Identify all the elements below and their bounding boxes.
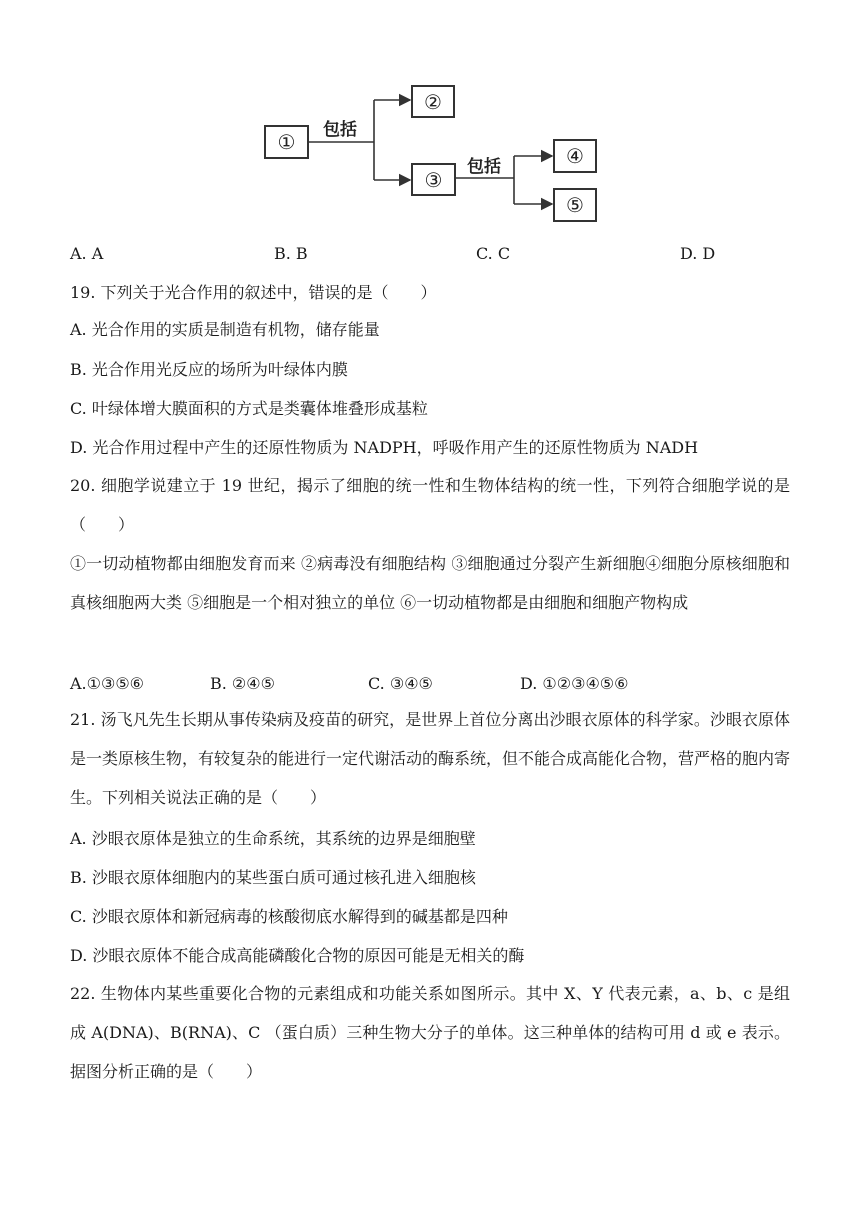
edge-label: 包括: [323, 120, 357, 140]
q21-stem: 21. 汤飞凡先生长期从事传染病及疫苗的研究，是世界上首位分离出沙眼衣原体的科学家。沙眼衣原体是一类原核生物，有较复杂的能进行一定代谢活动的酶系统，但不能合成高能化合物，营严格的胞内寄生。下列相关说法正确的是（ ）: [70, 710, 791, 807]
option-c: C. ③④⑤: [368, 674, 433, 693]
option-d: D. D: [680, 244, 716, 263]
q19-stem: 19. 下列关于光合作用的叙述中，错误的是（ ）: [70, 283, 437, 302]
option-a: A. A: [70, 244, 104, 263]
q22-stem: 22. 生物体内某些重要化合物的元素组成和功能关系如图所示。其中 X、Y 代表元素，a、b、c 是组成 A(DNA)、B(RNA)、C （蛋白质）三种生物大分子的单体。这三种单体的结构可用 d 或 e 表示。据图分析正确的是（ ）: [70, 984, 790, 1081]
node-label-1: ①: [277, 130, 296, 154]
q21-option-d: D. 沙眼衣原体不能合成高能磷酸化合物的原因可能是无相关的酶: [70, 946, 525, 965]
option-d: D. ①②③④⑤⑥: [520, 674, 629, 693]
q19-option-d: D. 光合作用过程中产生的还原性物质为 NADPH，呼吸作用产生的还原性物质为 NADH: [70, 438, 699, 457]
q20-stem: 20. 细胞学说建立于 19 世纪，揭示了细胞的统一性和生物体结构的统一性，下列符合细胞学说的是（ ）: [70, 476, 790, 534]
node-label-2: ②: [424, 90, 442, 114]
q21-option-a: A. 沙眼衣原体是独立的生命系统，其系统的边界是细胞壁: [70, 829, 476, 848]
option-b: B. ②④⑤: [210, 674, 275, 693]
q20-statements: ①一切动植物都由细胞发育而来 ②病毒没有细胞结构 ③细胞通过分裂产生新细胞④细胞分原核细胞和真核细胞两大类 ⑤细胞是一个相对独立的单位 ⑥一切动植物都是由细胞和细胞产物构成: [70, 554, 790, 612]
option-b: B. B: [274, 244, 308, 263]
edge-label: 包括: [467, 157, 501, 177]
q19-option-b: B. 光合作用光反应的场所为叶绿体内膜: [70, 360, 348, 379]
node-label-3: ③: [424, 168, 443, 192]
q19-option-c: C. 叶绿体增大膜面积的方式是类囊体堆叠形成基粒: [70, 399, 428, 418]
q21-option-b: B. 沙眼衣原体细胞内的某些蛋白质可通过核孔进入细胞核: [70, 868, 476, 887]
q19-option-a: A. 光合作用的实质是制造有机物，储存能量: [70, 320, 380, 339]
option-c: C. C: [476, 244, 511, 263]
option-a: A.①③⑤⑥: [70, 674, 145, 693]
node-label-4: ④: [566, 144, 584, 168]
q21-option-c: C. 沙眼衣原体和新冠病毒的核酸彻底水解得到的碱基都是四种: [70, 907, 508, 926]
node-label-5: ⑤: [566, 193, 584, 217]
concept-diagram: [262, 84, 602, 226]
